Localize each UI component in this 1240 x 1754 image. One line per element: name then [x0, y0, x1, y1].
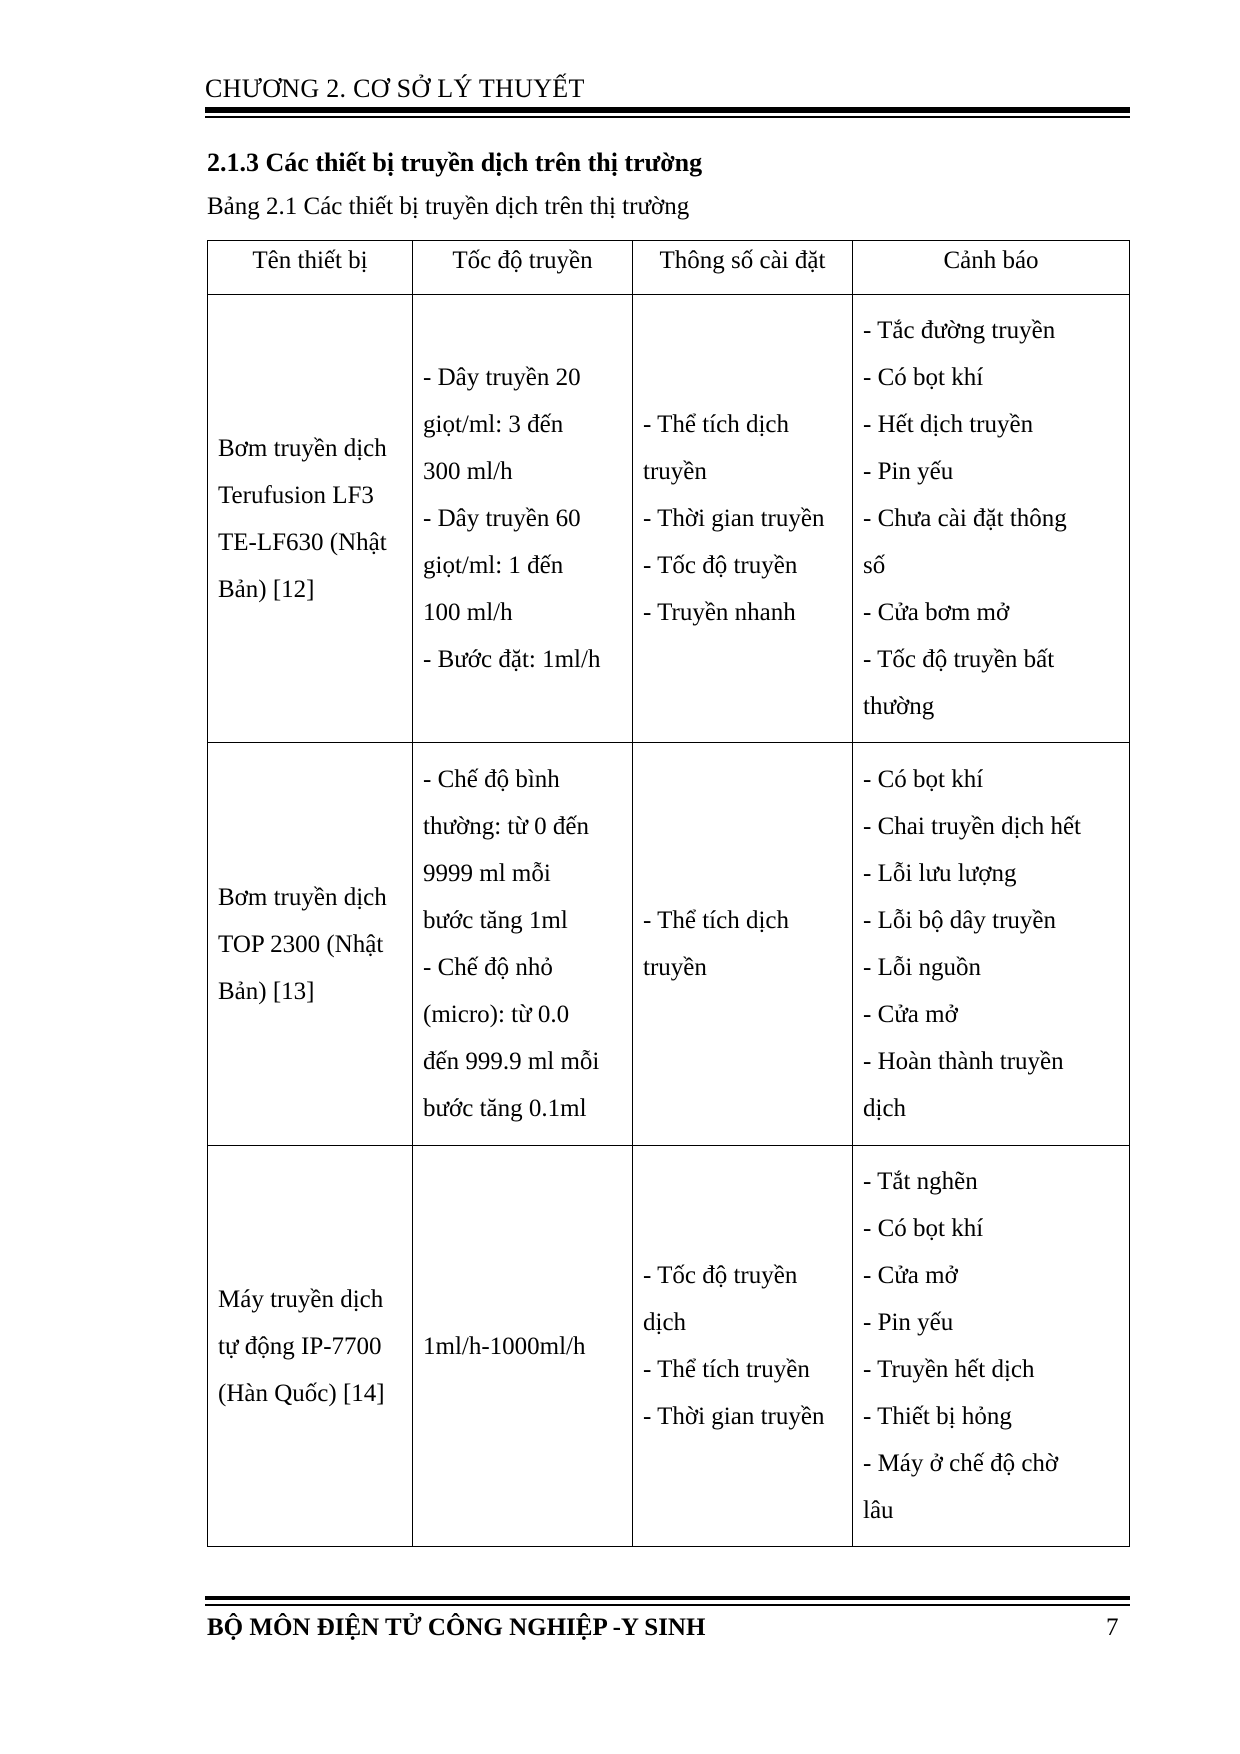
cell-line: - Cửa mở: [863, 1001, 958, 1028]
cell-line: - Chế độ bình: [423, 766, 560, 793]
cell-line: - Bước đặt: 1ml/h: [423, 646, 601, 673]
cell-line: - Truyền hết dịch: [863, 1356, 1035, 1383]
cell-line: 300 ml/h: [423, 458, 513, 485]
header-rule: [205, 107, 1130, 113]
cell-line: - Máy ở chế độ chờ: [863, 1450, 1059, 1477]
cell-line: - Lỗi lưu lượng: [863, 860, 1017, 887]
cell-line: - Cửa bơm mở: [863, 599, 1010, 626]
header-device-name: Tên thiết bị: [208, 241, 413, 295]
header-infusion-speed: Tốc độ truyền: [413, 241, 633, 295]
device-cell: [208, 295, 413, 743]
device-cell: [208, 1146, 413, 1547]
cell-line: Bản) [12]: [218, 575, 315, 603]
cell-line: đến 999.9 ml mỗi: [423, 1048, 600, 1075]
cell-line: - Chế độ nhỏ: [423, 954, 553, 981]
cell-line: 1ml/h-1000ml/h: [423, 1332, 586, 1360]
cell-line: Bơm truyền dịch: [218, 434, 387, 462]
device-cell: [208, 743, 413, 1146]
cell-line: Bản) [13]: [218, 977, 315, 1005]
cell-line: - Thời gian truyền: [643, 1403, 825, 1430]
cell-line: bước tăng 0.1ml: [423, 1095, 587, 1122]
cell-line: - Tốc độ truyền: [643, 1262, 798, 1289]
cell-line: giọt/ml: 3 đến: [423, 411, 564, 438]
cell-line: thường: từ 0 đến: [423, 813, 590, 840]
table-row: [208, 743, 1130, 1146]
warnings-cell: [853, 295, 1130, 743]
cell-line: - Chai truyền dịch hết: [863, 813, 1081, 840]
infusion-devices-table: [207, 240, 1130, 1547]
warnings-cell: [853, 743, 1130, 1146]
cell-line: - Thể tích truyền: [643, 1356, 810, 1383]
cell-line: truyền: [643, 954, 707, 981]
warnings-cell: [853, 1146, 1130, 1547]
page-number: 7: [1106, 1614, 1119, 1641]
cell-line: - Thiết bị hỏng: [863, 1403, 1012, 1430]
section-title: 2.1.3 Các thiết bị truyền dịch trên thị trường: [207, 148, 703, 177]
footer-rule-thin: [205, 1604, 1130, 1606]
cell-line: - Pin yếu: [863, 458, 954, 485]
cell-line: truyền: [643, 458, 707, 485]
cell-line: - Tốc độ truyền bất: [863, 646, 1055, 673]
cell-line: - Thời gian truyền: [643, 505, 825, 532]
department-footer: BỘ MÔN ĐIỆN TỬ CÔNG NGHIỆP -Y SINH: [207, 1614, 706, 1641]
cell-line: lâu: [863, 1497, 894, 1524]
cell-line: - Lỗi nguồn: [863, 954, 982, 981]
speed-cell: [413, 295, 633, 743]
cell-line: dịch: [863, 1095, 907, 1122]
cell-line: bước tăng 1ml: [423, 907, 568, 934]
cell-line: - Cửa mở: [863, 1262, 958, 1289]
cell-line: Terufusion LF3: [218, 481, 374, 509]
cell-line: - Tắc đường truyền: [863, 317, 1056, 344]
cell-line: số: [863, 552, 886, 579]
footer-rule: [205, 1596, 1130, 1600]
cell-line: thường: [863, 693, 935, 720]
cell-line: giọt/ml: 1 đến: [423, 552, 564, 579]
cell-line: - Pin yếu: [863, 1309, 954, 1336]
table-row: [208, 1146, 1130, 1547]
cell-line: - Dây truyền 20: [423, 364, 581, 391]
header-rule-thin: [205, 116, 1130, 118]
cell-line: (Hàn Quốc) [14]: [218, 1379, 385, 1407]
speed-cell: [413, 743, 633, 1146]
cell-line: - Hoàn thành truyền: [863, 1048, 1064, 1075]
cell-line: 100 ml/h: [423, 599, 513, 626]
table-caption: Bảng 2.1 Các thiết bị truyền dịch trên thị trường: [207, 193, 690, 220]
cell-line: - Có bọt khí: [863, 1215, 984, 1242]
cell-line: - Truyền nhanh: [643, 599, 796, 626]
cell-line: - Thể tích dịch: [643, 411, 790, 438]
cell-line: Bơm truyền dịch: [218, 883, 387, 911]
cell-line: 9999 ml mỗi: [423, 860, 551, 887]
cell-line: tự động IP-7700: [218, 1332, 382, 1360]
cell-line: TE-LF630 (Nhật: [218, 528, 387, 556]
header-settings: Thông số cài đặt: [633, 241, 853, 295]
cell-line: - Tốc độ truyền: [643, 552, 798, 579]
cell-line: - Chưa cài đặt thông: [863, 505, 1067, 532]
cell-line: dịch: [643, 1309, 687, 1336]
cell-line: (micro): từ 0.0: [423, 1001, 570, 1028]
cell-line: - Có bọt khí: [863, 766, 984, 793]
cell-line: - Thể tích dịch: [643, 907, 790, 934]
cell-line: - Lỗi bộ dây truyền: [863, 907, 1057, 934]
table-header-row: [208, 241, 1130, 295]
settings-cell: [633, 1146, 853, 1547]
cell-line: - Tắt nghẽn: [863, 1168, 978, 1195]
cell-line: - Dây truyền 60: [423, 505, 581, 532]
settings-cell: [633, 743, 853, 1146]
chapter-header: CHƯƠNG 2. CƠ SỞ LÝ THUYẾT: [205, 74, 585, 103]
cell-line: TOP 2300 (Nhật: [218, 930, 384, 958]
settings-cell: [633, 295, 853, 743]
speed-cell: [413, 1146, 633, 1547]
cell-line: - Có bọt khí: [863, 364, 984, 391]
table-row: [208, 295, 1130, 743]
cell-line: Máy truyền dịch: [218, 1285, 384, 1313]
cell-line: - Hết dịch truyền: [863, 411, 1034, 438]
header-warnings: Cảnh báo: [853, 241, 1130, 295]
